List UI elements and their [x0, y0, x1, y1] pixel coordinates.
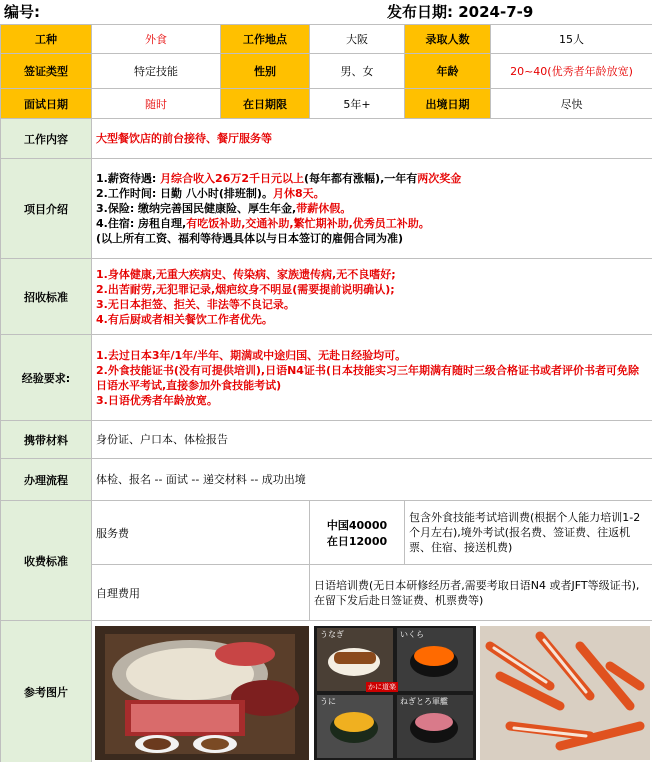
job-info-table: [0, 24, 652, 762]
table-row: [1, 501, 652, 565]
visa-type-value: 特定技能: [92, 54, 221, 89]
service-fee-amount: 中国40000 在日12000: [310, 501, 405, 565]
fee-standard-label: 收费标准: [1, 501, 92, 621]
service-fee-description: 包含外食技能考试培训费(根据个人能力培训1-2个月左右),境外考试(报名费、签证费、往返机票、住宿、接送机费): [405, 501, 652, 565]
departure-value: 尽快: [491, 89, 652, 119]
reference-images-label: 参考图片: [1, 621, 92, 762]
table-row: [1, 259, 652, 335]
experience-text: 1.去过日本3年/1年/半年、期满或中途归国、无赴日经验均可。 2.外食技能证书(没有可提供培训),日语N4证书(日本技能实习三年期满有随时三级合格证书或者评价书者可免除日语水平考试,直接参加外食技能考试) 3.日语优秀者年龄放宽。: [92, 335, 652, 421]
term-label: 在日期限: [221, 89, 310, 119]
location-label: 工作地点: [221, 25, 310, 54]
header-bar: [0, 0, 652, 24]
materials-text: 身份证、户口本、体检报告: [92, 421, 652, 459]
sushi-tag-uni: うに: [320, 696, 336, 706]
table-row: [1, 335, 652, 421]
materials-label: 携带材料: [1, 421, 92, 459]
work-content-label: 工作内容: [1, 119, 92, 159]
hotpot-photo: [95, 626, 309, 760]
process-text: 体检、报名 -- 面试 -- 递交材料 -- 成功出境: [92, 459, 652, 501]
process-label: 办理流程: [1, 459, 92, 501]
project-intro-text: 1.薪资待遇: 月综合收入26万2千日元以上(每年都有涨幅),一年有两次奖金 2.工作时间: 日勤 八小时(排班制)。月休8天。 3.保险: 缴纳完善国民健康险、厚生年金,带薪休假。 4.住宿: 房租自理,有吃饭补助,交通补助,繁忙期补助,优秀员工补助。 (以上所有工资、福利等待遇具体以与日本签订的雇佣合同为准): [92, 159, 652, 259]
table-row: [1, 54, 652, 89]
self-paid-fee-label: 自理费用: [92, 565, 310, 621]
experience-label: 经验要求:: [1, 335, 92, 421]
table-row: [1, 621, 652, 762]
reference-images: [92, 621, 652, 762]
age-value: 20~40(优秀者年龄放宽): [491, 54, 652, 89]
sushi-tag-negitoro: ねぎとろ軍艦: [400, 696, 448, 706]
departure-label: 出境日期: [405, 89, 491, 119]
recruit-standard-label: 招收标准: [1, 259, 92, 335]
term-value: 5年+: [310, 89, 405, 119]
table-row: [1, 89, 652, 119]
posting-number-label: 编号:: [4, 3, 40, 21]
publish-date: 发布日期: 2024-7-9: [387, 3, 534, 21]
gender-value: 男、女: [310, 54, 405, 89]
self-paid-fee-description: 日语培训费(无日本研修经历者,需要考取日语N4 或者JFT等级证书),在留下发后赴日签证费、机票费等): [310, 565, 652, 621]
table-row: [1, 565, 652, 621]
job-type-label: 工种: [1, 25, 92, 54]
project-intro-label: 项目介绍: [1, 159, 92, 259]
visa-type-label: 签证类型: [1, 54, 92, 89]
location-value: 大阪: [310, 25, 405, 54]
sushi-brand-logo: かに道楽: [368, 682, 396, 691]
hire-count-value: 15人: [491, 25, 652, 54]
gender-label: 性别: [221, 54, 310, 89]
hire-count-label: 录取人数: [405, 25, 491, 54]
table-row: [1, 421, 652, 459]
work-content-text: 大型餐饮店的前台接待、餐厅服务等: [92, 119, 652, 159]
job-type-value: 外食: [92, 25, 221, 54]
crab-photo: [480, 626, 650, 760]
table-row: [1, 25, 652, 54]
age-label: 年龄: [405, 54, 491, 89]
interview-date-label: 面试日期: [1, 89, 92, 119]
sushi-photo-grid: [314, 626, 476, 760]
table-row: [1, 459, 652, 501]
table-row: [1, 119, 652, 159]
table-row: [1, 159, 652, 259]
service-fee-label: 服务费: [92, 501, 310, 565]
sushi-tag-ikura: いくら: [400, 629, 424, 639]
recruit-standard-text: 1.身体健康,无重大疾病史、传染病、家族遗传病,无不良嗜好; 2.出苦耐劳,无犯罪记录,烟疤纹身不明显(需要提前说明确认); 3.无日本拒签、拒关、非法等不良记录。 4.有后厨或者相关餐饮工作者优先。: [92, 259, 652, 335]
sushi-tag-unagi: うなぎ: [320, 629, 344, 639]
interview-date-value: 随时: [92, 89, 221, 119]
